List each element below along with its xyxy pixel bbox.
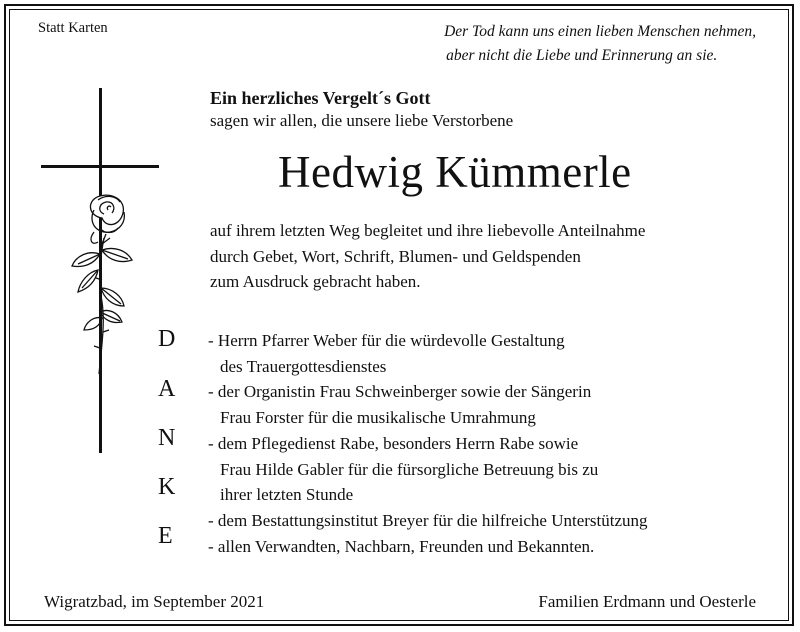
deceased-name: Hedwig Kümmerle (278, 147, 632, 197)
thanks-line: - allen Verwandten, Nachbarn, Freunden und Bekannten. (208, 536, 595, 556)
quote-line: aber nicht die Liebe und Erinnerung an sie. (446, 47, 718, 64)
thanks-line: Frau Hilde Gabler für die fürsorgliche Betreuung bis zu (220, 459, 599, 479)
quote-line: Der Tod kann uns einen lieben Menschen nehmen, (444, 23, 756, 40)
body-line: auf ihrem letzten Weg begleitet und ihre liebevolle Anteilnahme (210, 221, 646, 240)
danke-letter: A (158, 376, 176, 402)
quote (444, 20, 756, 68)
thanks-line: - dem Pflegedienst Rabe, besonders Herrn Rabe sowie (208, 433, 579, 453)
thanks-line: - der Organistin Frau Schweinberger sowie der Sängerin (208, 382, 592, 402)
rose-icon (58, 188, 138, 378)
thanks-line: - dem Bestattungsinstitut Breyer für die hilfreiche Unterstützung (208, 510, 648, 530)
intro-text: sagen wir allen, die unsere liebe Verstorbene (210, 111, 514, 130)
cross-horizontal-bar (41, 165, 159, 168)
danke-letter: E (158, 523, 173, 549)
footer-place-date: Wigratzbad, im September 2021 (44, 592, 265, 611)
thanks-line: - Herrn Pfarrer Weber für die würdevolle Gestaltung (208, 331, 565, 350)
danke-letter: D (158, 326, 176, 352)
thanks-line: Frau Forster für die musikalische Umrahmung (220, 408, 536, 428)
body-text (210, 218, 645, 295)
thanks-list (208, 328, 648, 559)
heading: Ein herzliches Vergelt´s Gott (210, 88, 431, 108)
danke-letter: N (158, 425, 176, 451)
footer-family: Familien Erdmann und Oesterle (538, 592, 756, 611)
header-statt-karten: Statt Karten (38, 20, 108, 36)
danke-letter: K (158, 474, 176, 500)
thanks-line: ihrer letzten Stunde (220, 485, 354, 505)
body-line: zum Ausdruck gebracht haben. (210, 272, 421, 291)
body-line: durch Gebet, Wort, Schrift, Blumen- und Geldspenden (210, 246, 581, 266)
thanks-line: des Trauergottesdienstes (220, 356, 387, 376)
